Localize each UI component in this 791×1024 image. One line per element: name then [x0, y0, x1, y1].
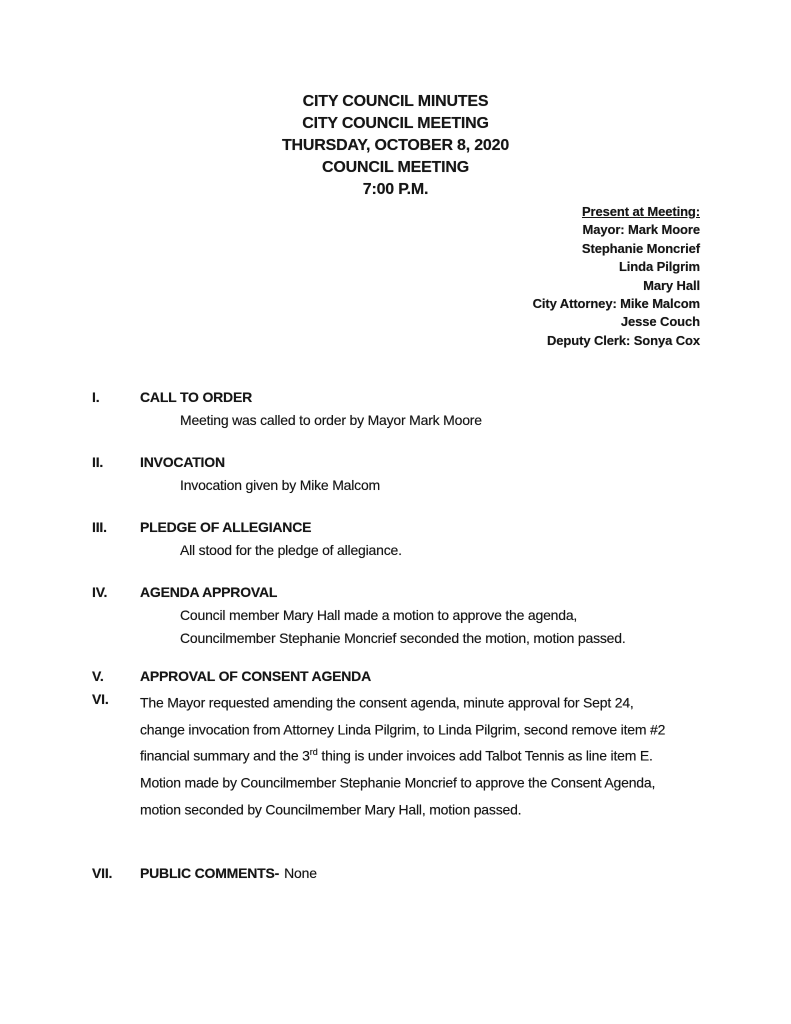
section-body-line [140, 688, 751, 715]
title-line: CITY COUNCIL MEETING [302, 115, 489, 132]
section-public-comments [92, 862, 751, 885]
section-content [140, 516, 751, 562]
section-heading-line [140, 862, 751, 885]
section-approval-of-consent-agenda [92, 665, 751, 688]
section-content [140, 665, 751, 688]
section-content [140, 862, 751, 885]
document-title [0, 91, 791, 201]
section-heading: CALL TO ORDER [140, 389, 252, 405]
section-body-line: Meeting was called to order by Mayor Mark Moore [180, 412, 482, 428]
title-line: 7:00 P.M. [362, 181, 429, 198]
section-body-line: Council member Mary Hall made a motion to approve the agenda, [180, 607, 578, 623]
attendees-block [533, 203, 700, 350]
section-body-line [140, 741, 751, 768]
body-text: change invocation from Attorney Linda Pilgrim, to Linda Pilgrim, second remove item #2 [140, 721, 666, 738]
section-content [140, 386, 751, 432]
attendee-line: Stephanie Moncrief [581, 240, 700, 256]
section-inline-text: None [284, 865, 317, 882]
body-text: financial summary and the 3 [140, 747, 310, 764]
attendee-line: Mary Hall [643, 277, 700, 293]
section-pledge-of-allegiance [92, 516, 751, 562]
section-numeral: V. [92, 668, 104, 684]
ordinal-superscript: rd [309, 747, 318, 758]
section-heading: INVOCATION [140, 454, 225, 470]
body-text: thing is under invoices add Talbot Tennis as line item E. [317, 747, 653, 764]
section-numeral: VI. [92, 691, 109, 707]
section-body-line: All stood for the pledge of allegiance. [180, 542, 402, 558]
section-numeral: I. [92, 389, 100, 405]
attendee-line: Jesse Couch [620, 314, 700, 330]
section-body-line [140, 715, 751, 742]
attendee-line: Deputy Clerk: Sonya Cox [546, 332, 700, 348]
attendee-line: Mayor: Mark Moore [582, 222, 700, 238]
title-line: THURSDAY, OCTOBER 8, 2020 [281, 137, 510, 154]
section-numeral: IV. [92, 584, 108, 600]
body-text: The Mayor requested amending the consent agenda, minute approval for Sept 24, [140, 694, 634, 711]
section-content [140, 688, 751, 821]
section-heading: PLEDGE OF ALLEGIANCE [140, 519, 312, 535]
section-content [140, 451, 751, 497]
attendees-heading: Present at Meeting: [581, 204, 700, 219]
section-heading: PUBLIC COMMENTS- [140, 865, 280, 882]
attendee-line: City Attorney: Mike Malcom [532, 296, 700, 312]
section-consent-agenda-motion [92, 688, 751, 821]
section-heading: APPROVAL OF CONSENT AGENDA [140, 668, 372, 684]
section-body-line: Councilmember Stephanie Moncrief seconded the motion, motion passed. [180, 630, 626, 646]
title-line: COUNCIL MEETING [322, 159, 469, 176]
section-invocation [92, 451, 751, 497]
section-body-line [140, 768, 751, 795]
title-line: CITY COUNCIL MINUTES [302, 93, 489, 110]
section-heading: AGENDA APPROVAL [140, 584, 278, 600]
section-numeral: II. [92, 454, 104, 470]
section-body-line: Invocation given by Mike Malcom [180, 477, 380, 493]
section-body-line [140, 795, 751, 822]
attendee-line: Linda Pilgrim [618, 259, 700, 275]
body-text: Motion made by Councilmember Stephanie Moncrief to approve the Consent Agenda, [140, 774, 656, 791]
section-numeral: III. [92, 519, 107, 535]
section-content [140, 581, 751, 650]
section-agenda-approval [92, 581, 751, 650]
section-call-to-order [92, 386, 751, 432]
minutes-list [92, 386, 751, 885]
section-numeral: VII. [92, 865, 113, 882]
body-text: motion seconded by Councilmember Mary Hall, motion passed. [140, 801, 522, 818]
